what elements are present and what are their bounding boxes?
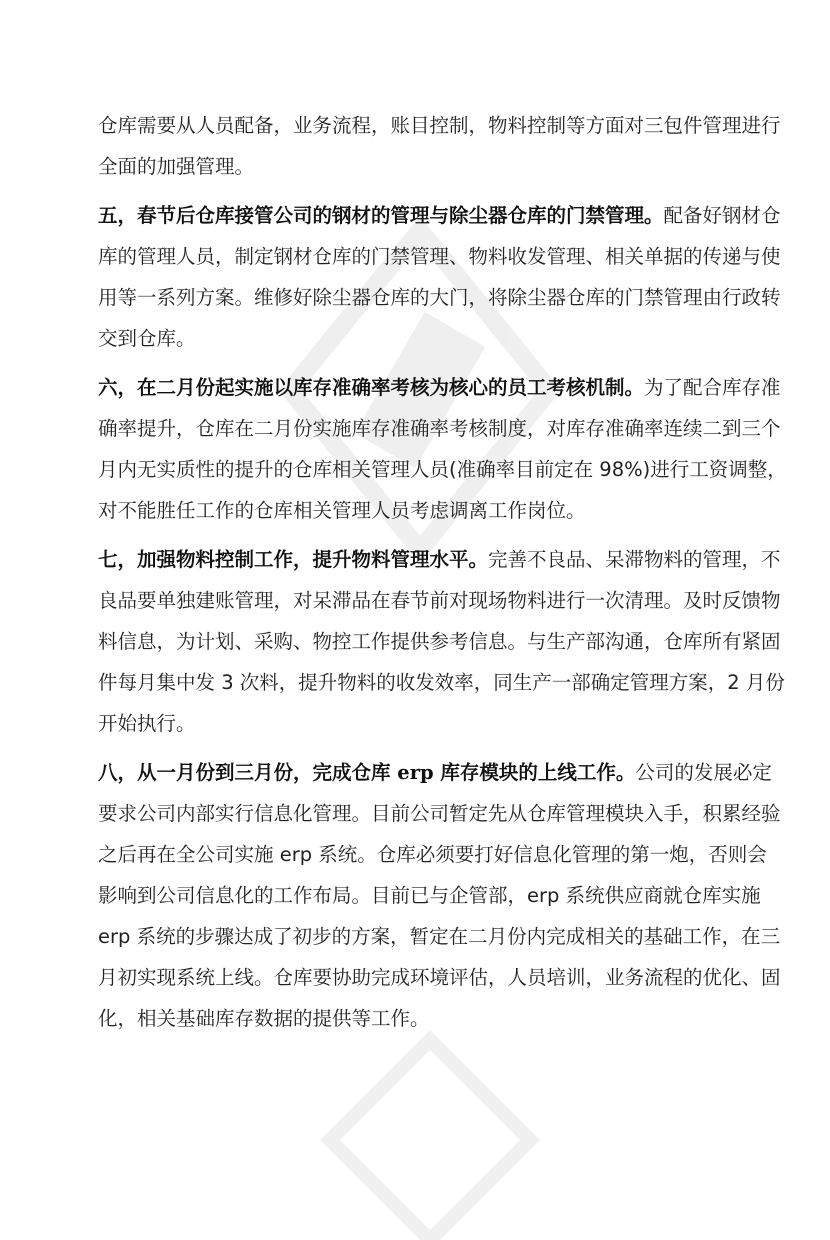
line-text: 配备好钢材仓 xyxy=(663,204,781,227)
line-text: 库的管理人员，制定钢材仓库的门禁管理、物料收发管理、相关单据的传递与使 xyxy=(98,245,781,268)
text-line xyxy=(98,998,720,1039)
line-text: 完善不良品、呆滞物料的管理，不 xyxy=(488,548,781,571)
line-text: 料信息，为计划、采购、物控工作提供参考信息。与生产部沟通，仓库所有紧固 xyxy=(98,630,781,653)
watermark-logo xyxy=(330,1040,530,1240)
line-text: 确率提升，仓库在二月份实施库存准确率考核制度，对库存准确率连续二到三个 xyxy=(98,417,781,440)
document-body xyxy=(98,105,787,1039)
line-text: 开始执行。 xyxy=(98,712,196,735)
line-text: 月内无实质性的提升的仓库相关管理人员(准确率目前定在 98%)进行工资调整， xyxy=(98,458,787,481)
text-line xyxy=(98,916,781,957)
text-line xyxy=(98,408,781,449)
text-line xyxy=(98,318,720,359)
line-text: 要求公司内部实行信息化管理。目前公司暂定先从仓库管理模块入手，积累经验 xyxy=(98,802,781,825)
line-text: 交到仓库。 xyxy=(98,327,196,350)
line-text: 影响到公司信息化的工作布局。目前已与企管部，erp 系统供应商就仓库实施 xyxy=(98,884,761,907)
text-line xyxy=(98,793,781,834)
line-text: 之后再在全公司实施 erp 系统。仓库必须要打好信息化管理的第一炮，否则会 xyxy=(98,843,767,866)
paragraph-heading: 八，从一月份到三月份，完成仓库 erp 库存模块的上线工作。 xyxy=(98,761,636,784)
paragraph-heading: 七，加强物料控制工作，提升物料管理水平。 xyxy=(98,548,489,571)
text-line xyxy=(98,367,781,408)
text-line xyxy=(98,236,781,277)
text-line xyxy=(98,875,761,916)
paragraph xyxy=(98,539,785,744)
text-line xyxy=(98,195,781,236)
text-line xyxy=(98,105,781,146)
line-text: 件每月集中发 3 次料，提升物料的收发效率，同生产一部确定管理方案，2 月份 xyxy=(98,671,785,694)
paragraph xyxy=(98,195,781,359)
text-line xyxy=(98,957,781,998)
paragraph xyxy=(98,367,787,531)
paragraph-heading: 六，在二月份起实施以库存准确率考核为核心的员工考核机制。 xyxy=(98,376,645,399)
line-text: 用等一系列方案。维修好除尘器仓库的大门，将除尘器仓库的门禁管理由行政转 xyxy=(98,286,781,309)
paragraph xyxy=(98,105,781,187)
text-line xyxy=(98,834,767,875)
line-text: 良品要单独建账管理，对呆滞品在春节前对现场物料进行一次清理。及时反馈物 xyxy=(98,589,781,612)
text-line xyxy=(98,580,781,621)
line-text: 全面的加强管理。 xyxy=(98,155,255,178)
line-text: 仓库需要从人员配备，业务流程，账目控制，物料控制等方面对三包件管理进行 xyxy=(98,114,781,137)
line-text: 公司的发展必定 xyxy=(635,761,772,784)
text-line xyxy=(98,449,787,490)
line-text: 对不能胜任工作的仓库相关管理人员考虑调离工作岗位。 xyxy=(98,499,586,522)
text-line xyxy=(98,539,781,580)
line-text: 化，相关基础库存数据的提供等工作。 xyxy=(98,1007,430,1030)
text-line xyxy=(98,752,772,793)
line-text: 为了配合库存准 xyxy=(644,376,781,399)
text-line xyxy=(98,662,785,703)
line-text: erp 系统的步骤达成了初步的方案，暂定在二月份内完成相关的基础工作，在三 xyxy=(98,925,781,948)
text-line xyxy=(98,146,720,187)
text-line xyxy=(98,490,720,531)
line-text: 月初实现系统上线。仓库要协助完成环境评估，人员培训，业务流程的优化、固 xyxy=(98,966,781,989)
text-line xyxy=(98,621,781,662)
text-line xyxy=(98,277,781,318)
paragraph-heading: 五，春节后仓库接管公司的钢材的管理与除尘器仓库的门禁管理。 xyxy=(98,204,664,227)
paragraph xyxy=(98,752,781,1039)
text-line xyxy=(98,703,720,744)
